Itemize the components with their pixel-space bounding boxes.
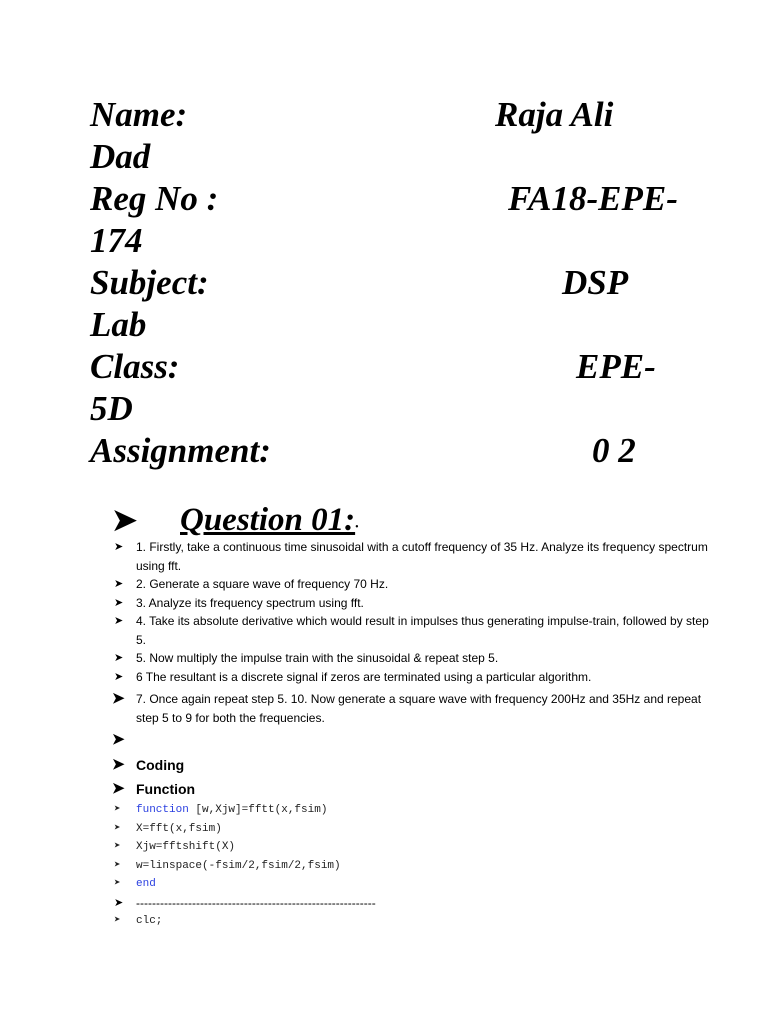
- student-info-header: [90, 94, 690, 472]
- class-row: [90, 346, 690, 388]
- arrow-bullet-icon: ➤: [114, 804, 121, 816]
- separator-line: [112, 894, 712, 913]
- code-line: [112, 912, 712, 931]
- list-item-text: 5. Now multiply the impulse train with the sinusoidal & repeat step 5.: [136, 651, 499, 665]
- empty-list-item: [112, 731, 712, 753]
- code-line: [112, 857, 712, 876]
- list-item-text: 6 The resultant is a discrete signal if zeros are terminated using a particular algorithm.: [136, 669, 592, 684]
- list-item: [112, 690, 712, 727]
- list-item: [112, 575, 712, 594]
- arrow-bullet-icon: ➤: [114, 915, 121, 927]
- list-item-text: 2. Generate a square wave of frequency 70 Hz.: [136, 577, 389, 591]
- code-line: [112, 875, 712, 894]
- arrow-bullet-icon: ➤: [114, 859, 121, 872]
- arrow-bullet-icon: ➤: [114, 822, 121, 835]
- arrow-bullet-icon: ➤: [112, 731, 125, 748]
- code-text: [w,Xjw]=fftt(x,fsim): [188, 804, 328, 816]
- code-text: w=linspace(-fsim/2,fsim/2,fsim): [136, 859, 341, 872]
- code-keyword: end: [136, 878, 156, 890]
- code-line: [112, 838, 712, 857]
- subject-row: [90, 262, 690, 304]
- arrow-bullet-icon: ➤: [114, 596, 124, 609]
- separator-text: ------------------------------------------------------------: [136, 895, 376, 910]
- assignment-row: [90, 430, 690, 472]
- code-keyword: function: [136, 804, 189, 816]
- arrow-bullet-icon: ➤: [114, 541, 124, 553]
- arrow-bullet-icon: ➤: [112, 504, 138, 537]
- name-value-wrap: Dad: [90, 137, 151, 176]
- function-label: Function: [136, 781, 196, 797]
- list-item-text: 1. Firstly, take a continuous time sinusoidal with a cutoff frequency of 35 Hz. Analyze its frequency spectrum using fft.: [136, 540, 708, 573]
- code-text: clc;: [136, 915, 163, 927]
- name-continuation: [90, 136, 690, 178]
- reg-no-row: [90, 178, 690, 220]
- arrow-bullet-icon: ➤: [112, 690, 125, 707]
- assignment-label: Assignment:: [90, 431, 271, 470]
- question-list: [112, 538, 712, 931]
- list-item-text: 3. Analyze its frequency spectrum using fft.: [136, 595, 364, 610]
- paragraph-mark-icon: •: [355, 522, 359, 533]
- list-item: [112, 538, 712, 575]
- arrow-bullet-icon: ➤: [114, 896, 124, 909]
- code-text: Xjw=fftshift(X): [136, 841, 236, 853]
- arrow-bullet-icon: ➤: [114, 841, 121, 853]
- name-label: Name:: [90, 95, 188, 134]
- question-title: Question 01:: [180, 502, 356, 538]
- coding-heading: [112, 753, 712, 777]
- class-label: Class:: [90, 347, 180, 386]
- list-item: [112, 594, 712, 613]
- list-item: [112, 668, 712, 687]
- reg-no-continuation: [90, 220, 690, 262]
- arrow-bullet-icon: ➤: [114, 652, 124, 664]
- code-line: [112, 801, 712, 820]
- class-value-wrap: 5D: [90, 389, 133, 428]
- list-item-text: 4. Take its absolute derivative which would result in impulses thus generating impulse-train, followed by step 5.: [136, 614, 709, 647]
- class-value: EPE-: [576, 347, 656, 386]
- code-line: [112, 820, 712, 839]
- class-continuation: [90, 388, 690, 430]
- assignment-value: 0 2: [592, 431, 636, 470]
- arrow-bullet-icon: ➤: [112, 780, 125, 797]
- subject-continuation: [90, 304, 690, 346]
- code-text: X=fft(x,fsim): [136, 822, 222, 835]
- list-item: [112, 612, 712, 649]
- subject-value-wrap: Lab: [90, 305, 147, 344]
- arrow-bullet-icon: ➤: [114, 878, 121, 890]
- reg-no-value-wrap: 174: [90, 221, 143, 260]
- arrow-bullet-icon: ➤: [114, 670, 124, 683]
- name-value: Raja Ali: [495, 95, 614, 134]
- function-heading: [112, 777, 712, 801]
- subject-value: DSP: [562, 263, 629, 302]
- reg-no-label: Reg No :: [90, 179, 219, 218]
- arrow-bullet-icon: ➤: [114, 578, 124, 590]
- subject-label: Subject:: [90, 263, 209, 302]
- name-row: [90, 94, 690, 136]
- reg-no-value: FA18-EPE-: [508, 179, 678, 218]
- list-item: [112, 649, 712, 668]
- list-item-text: 7. Once again repeat step 5. 10. Now generate a square wave with frequency 200Hz and 35Hz and repeat step 5 to 9 for both the frequencies.: [136, 692, 702, 725]
- arrow-bullet-icon: ➤: [112, 756, 125, 773]
- coding-label: Coding: [136, 757, 185, 773]
- arrow-bullet-icon: ➤: [114, 615, 124, 627]
